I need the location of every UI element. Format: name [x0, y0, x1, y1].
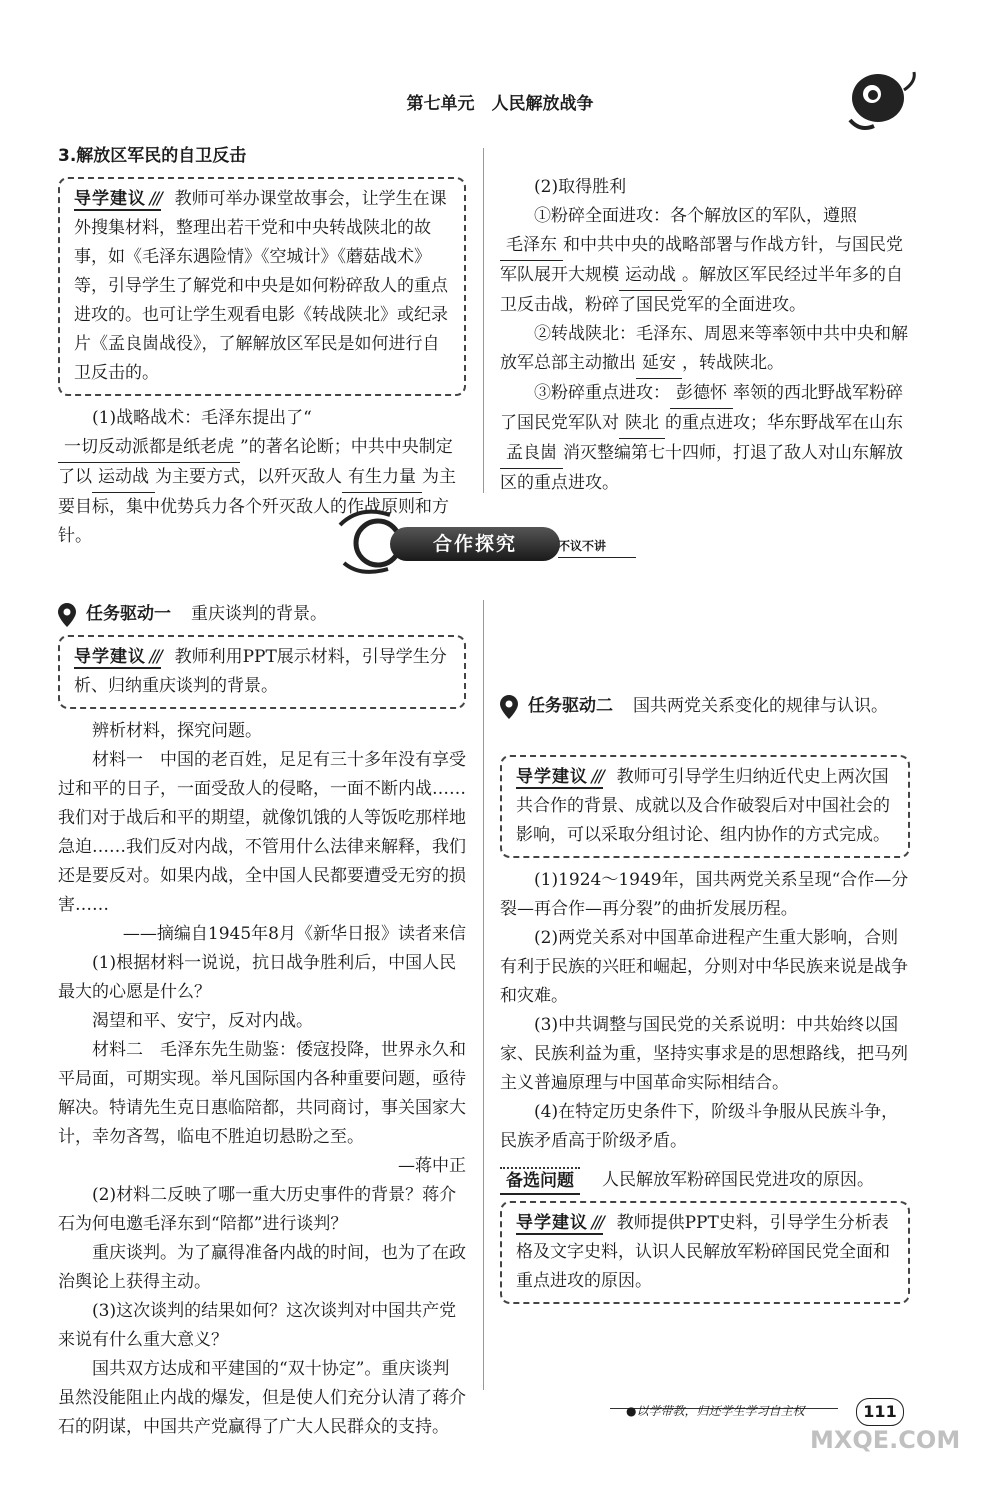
location-pin-icon [58, 603, 76, 627]
answer-blank: 有生力量 [342, 463, 422, 493]
task-title: 国共两党关系变化的规律与认识。 [633, 696, 888, 716]
section-title: 3.解放区军民的自卫反击 [58, 146, 247, 166]
task-label: 任务驱动一 [86, 604, 171, 624]
victory-point-2: ②转战陕北：毛泽东、周恩来等率领中共中央和解放军总部主动撤出 延安 ，转战陕北。 [500, 320, 910, 379]
column-divider [483, 148, 484, 493]
answer-blank: 运动战 [619, 261, 682, 291]
footer-slogan: ●以学带教，归还学生学习自主权 [626, 1404, 805, 1418]
backup-title: 人民解放军粉碎国民党进攻的原因。 [602, 1170, 874, 1190]
page-number: 111 [856, 1398, 904, 1426]
victory-point-1: ①粉碎全面进攻：各个解放区的军队，遵照毛泽东 和中共中央的战略部署与作战方针，与国民党军队展开大规模 运动战 。解放区军民经过半年多的自卫反击战，粉碎了国民党军的全面进攻。 [500, 206, 903, 315]
guide-text: 教师利用PPT展示材料，引导学生分析、归纳重庆谈判的背景。 [74, 647, 447, 696]
task-one-heading [58, 600, 466, 629]
guide-text: 教师可举办课堂故事会，让学生在课外搜集材料，整理出若干党和中央转战陕北的故事，如《毛泽东遇险情》《空城计》《蘑菇战术》等，引导学生了解党和中央是如何粉碎敌人的重点进攻的。也可让学生观看电影《转战陕北》或纪录片《孟良崮战役》，了解解放区军民是如何进行自卫反击的。 [74, 189, 448, 383]
intro-text: 辨析材料，探究问题。 [92, 721, 262, 741]
guide-tag: 导学建议 /// [74, 189, 161, 211]
victory-title: (2)取得胜利 [534, 177, 627, 197]
banner-subtitle: 不议不讲 [558, 535, 636, 558]
question-one: (1)根据材料一说说，抗日战争胜利后，中国人民最大的心愿是什么？ [58, 953, 457, 1002]
guide-tag: 导学建议 /// [516, 767, 603, 789]
relation-point: (1)1924～1949年，国共两党关系呈现“合作—分裂—再合作—再分裂”的曲折发展历程。 [500, 870, 909, 919]
strategy-paragraph: (1)战略战术：毛泽东提出了“一切反动派都是纸老虎 ”的著名论断；中共中央制定了以 运动战 为主要方式，以歼灭敌人 有生力量 为主要目标，集中优势兵力各个歼灭敌人的作战原则和方针。 [58, 408, 456, 546]
material-two-source: —蒋中正 [398, 1156, 466, 1176]
guide-box [58, 177, 466, 396]
banner-title: 合作探究 [390, 527, 560, 561]
material-one-source: ——摘编自1945年8月《新华日报》读者来信 [122, 924, 466, 944]
guide-text: 教师提供PPT史料，引导学生分析表格及文字史料，认识人民解放军粉碎国民党全面和重点进攻的原因。 [516, 1213, 890, 1291]
guide-text: 教师可引导学生归纳近代史上两次国共合作的背景、成就以及合作破裂后对中国社会的影响，可以采取分组讨论、组内协作的方式完成。 [516, 767, 890, 845]
answer-blank: 陕北 [619, 409, 665, 439]
material-one: 材料一 中国的老百姓，足足有三十多年没有享受过和平的日子，一面受敌人的侵略，一面不断内战……我们对于战后和平的期望，就像饥饿的人等饭吃那样地急迫……我们反对内战，不管用什么法律来解释，我们还是要反对。如果内战，全中国人民都要遭受无穷的损害…… [58, 750, 466, 915]
victory-point-3: ③粉碎重点进攻： 彭德怀 率领的西北野战军粉碎了国民党军队对 陕北 的重点进攻；华东野战军在山东孟良崮 消灭整编第七十四师，打退了敌人对山东解放区的重点进攻。 [500, 379, 910, 498]
question-three: (3)这次谈判的结果如何？这次谈判对中国共产党来说有什么重大意义？ [58, 1301, 457, 1350]
unit-title: 第七单元 人民解放战争 [406, 94, 594, 114]
cooperation-banner [330, 505, 660, 575]
answer-one: 渴望和平、安宁，反对内战。 [92, 1011, 313, 1031]
guide-tag: 导学建议 /// [516, 1213, 603, 1235]
relation-point: (2)两党关系对中国革命进程产生重大影响，合则有利于民族的兴旺和崛起，分则对中华民族来说是战争和灾难。 [500, 928, 908, 1006]
backup-tag: 备选问题 [500, 1167, 580, 1195]
location-pin-icon [500, 695, 518, 719]
answer-blank: 运动战 [92, 463, 155, 493]
top-right-column [500, 173, 910, 498]
answer-blank: 延安 [636, 349, 682, 379]
top-left-column [58, 142, 466, 551]
answer-blank: 孟良崮 [500, 439, 563, 469]
answer-three-continued-space [500, 604, 910, 692]
relation-point: (3)中共调整与国民党的关系说明：中共始终以国家、民族利益为重，坚持实事求是的思想路线，把马列主义普遍原理与中国革命实际相结合。 [500, 1015, 908, 1093]
task-title: 重庆谈判的背景。 [191, 604, 327, 624]
guide-box [500, 1201, 910, 1304]
answer-blank: 毛泽东 [500, 231, 563, 261]
guide-box [500, 755, 910, 858]
column-divider [483, 600, 484, 1390]
guide-box [58, 635, 466, 709]
task-two-heading [500, 692, 910, 721]
watermark: MXQE.COM [810, 1426, 961, 1454]
answer-three: 国共双方达成和平建国的“双十协定”。重庆谈判虽然没能阻止内战的爆发，但是使人们充分认清了蒋介石的阴谋，中国共产党赢得了广大人民群众的支持。 [58, 1359, 466, 1437]
guide-tag: 导学建议 /// [74, 647, 161, 669]
answer-blank: 一切反动派都是纸老虎 [58, 433, 240, 463]
answer-blank: 彭德怀 [670, 379, 733, 409]
bottom-left-column [58, 600, 466, 1471]
relation-point: (4)在特定历史条件下，阶级斗争服从民族斗争，民族矛盾高于阶级矛盾。 [500, 1102, 899, 1151]
material-two: 材料二 毛泽东先生勋鉴：倭寇投降，世界永久和平局面，可期实现。举凡国际国内各种重要问题，亟待解决。特请先生克日惠临陪都，共同商讨，事关国家大计，幸勿吝驾，临电不胜迫切悬盼之至。 [58, 1040, 466, 1147]
question-two: (2)材料二反映了哪一重大历史事件的背景？蒋介石为何电邀毛泽东到“陪都”进行谈判？ [58, 1185, 457, 1234]
answer-two: 重庆谈判。为了赢得准备内战的时间，也为了在政治舆论上获得主动。 [58, 1243, 466, 1292]
bottom-right-column [500, 604, 910, 1312]
task-label: 任务驱动二 [528, 696, 613, 716]
mascot-icon [830, 60, 920, 140]
backup-question-heading [500, 1166, 910, 1195]
